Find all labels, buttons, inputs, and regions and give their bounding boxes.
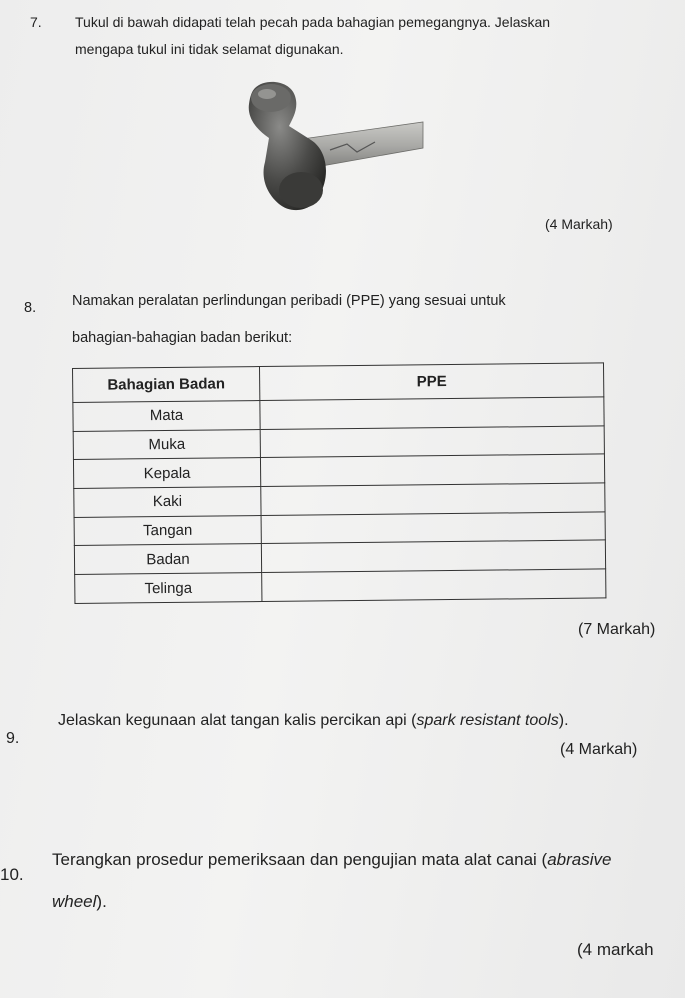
- ppe-table: [72, 362, 606, 604]
- q9-text-after: ).: [558, 712, 569, 729]
- body-part-cell: Muka: [73, 429, 260, 460]
- q8-text-line2: bahagian-bahagian badan berikut:: [72, 330, 293, 346]
- body-part-cell: Kepala: [73, 458, 260, 489]
- broken-hammer-image: [235, 78, 425, 218]
- q10-text-line2-after: ).: [96, 892, 107, 911]
- ppe-answer-cell: [261, 512, 605, 544]
- q10-marks: (4 markah: [577, 940, 654, 959]
- table-header-body-part: Bahagian Badan: [73, 367, 260, 403]
- q9-number: 9.: [6, 730, 20, 747]
- table-header-row: [73, 363, 604, 402]
- q7-text-line1: Tukul di bawah didapati telah pecah pada bahagian pemegangnya. Jelaskan: [75, 14, 551, 30]
- ppe-answer-cell: [260, 454, 604, 486]
- q8-number: 8.: [24, 300, 37, 316]
- q10-text-line2: [52, 892, 107, 912]
- ppe-answer-cell: [261, 483, 605, 515]
- q7-number: 7.: [30, 14, 42, 30]
- q10-number: 10.: [0, 865, 24, 884]
- q8-marks: (7 Markah): [578, 621, 656, 638]
- q9-text: [58, 712, 569, 730]
- body-part-cell: Mata: [73, 400, 260, 431]
- q10-text-line1-plain: Terangkan prosedur pemeriksaan dan pengujian mata alat canai (: [52, 850, 548, 869]
- body-part-cell: Telinga: [75, 573, 262, 604]
- ppe-answer-cell: [261, 540, 605, 572]
- q10-text-line1: [52, 850, 611, 870]
- ppe-answer-cell: [262, 569, 606, 601]
- q9-marks: (4 Markah): [560, 741, 638, 758]
- table-header-ppe: PPE: [259, 363, 603, 400]
- q7-text-line2: mengapa tukul ini tidak selamat digunakan.: [75, 41, 344, 57]
- q10-text-italic1: abrasive: [547, 850, 612, 869]
- ppe-answer-cell: [260, 397, 604, 429]
- body-part-cell: Badan: [74, 544, 261, 575]
- ppe-answer-cell: [260, 426, 604, 458]
- q9-text-before: Jelaskan kegunaan alat tangan kalis percikan api (: [58, 712, 417, 729]
- q9-text-italic: spark resistant tools: [416, 712, 559, 729]
- q10-text-italic2: wheel: [52, 892, 97, 911]
- q7-marks: (4 Markah): [545, 216, 613, 232]
- body-part-cell: Kaki: [74, 487, 261, 518]
- q8-text-line1: Namakan peralatan perlindungan peribadi (PPE) yang sesuai untuk: [72, 293, 506, 309]
- body-part-cell: Tangan: [74, 515, 261, 546]
- table-row: [75, 569, 606, 603]
